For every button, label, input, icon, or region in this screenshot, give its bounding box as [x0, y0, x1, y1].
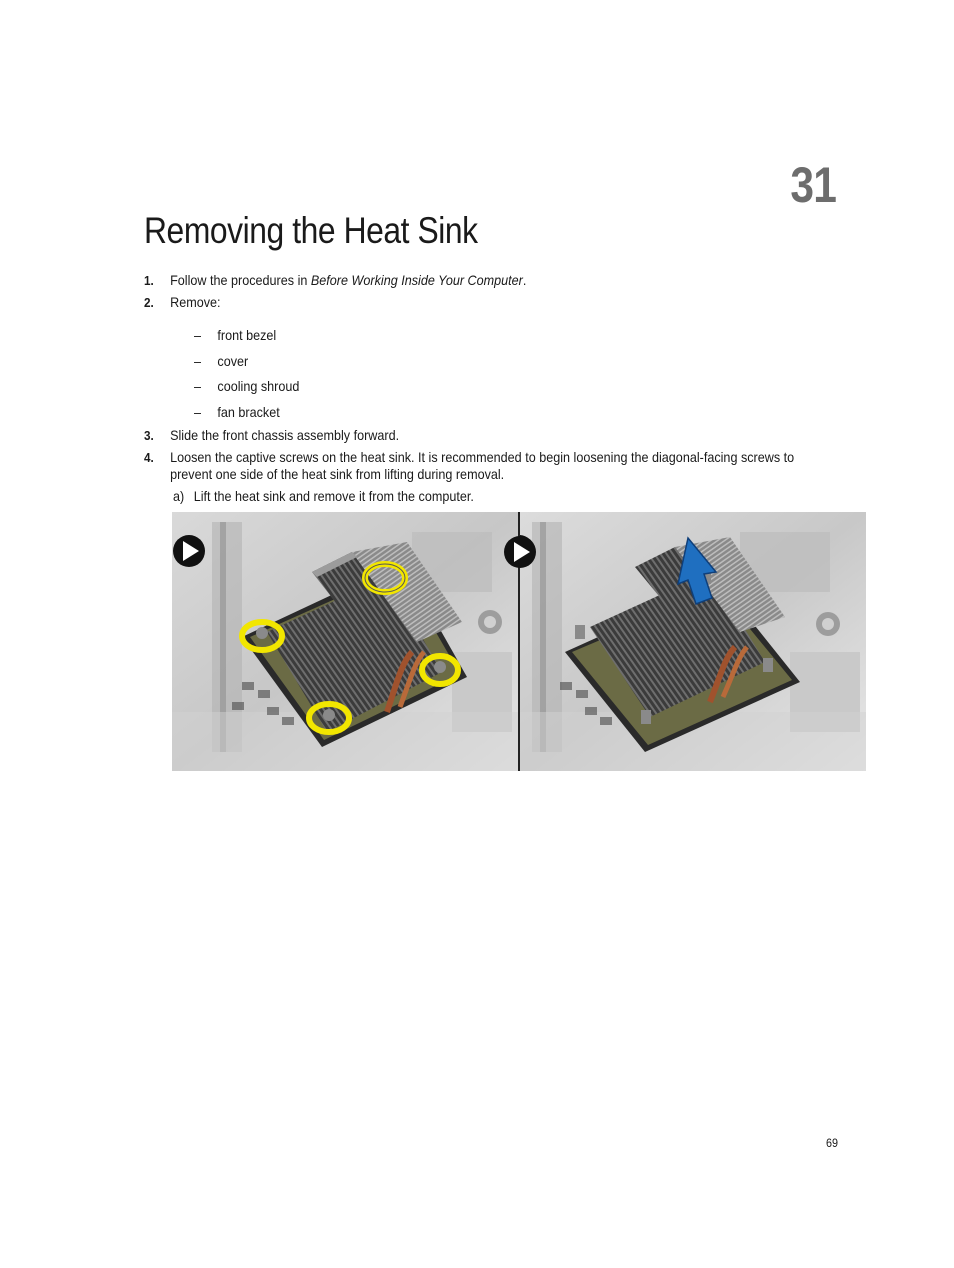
- step-number: 4.: [144, 450, 154, 465]
- step-text-plain: Follow the procedures in: [170, 272, 311, 288]
- list-item-text: fan bracket: [217, 404, 280, 420]
- list-dash: –: [194, 404, 202, 420]
- figure-panel-lift-heat-sink: [520, 512, 866, 771]
- step-text: Remove:: [170, 294, 221, 310]
- step-text: [170, 272, 526, 289]
- page-number: 69: [826, 1136, 839, 1150]
- list-item-text: cover: [217, 353, 249, 369]
- step-number: 1.: [144, 273, 154, 288]
- substep-marker: a): [173, 488, 185, 504]
- step-text-end: .: [522, 272, 527, 288]
- step-number: 3.: [144, 428, 154, 443]
- step-text-line-1: Loosen the captive screws on the heat sink. It is recommended to begin loosening the diagonal-facing screws to: [170, 449, 795, 465]
- step-text: Slide the front chassis assembly forward.: [170, 427, 400, 443]
- list-dash: –: [194, 378, 202, 394]
- substep-text: Lift the heat sink and remove it from the computer.: [193, 488, 474, 504]
- heat-sink-illustration: [520, 512, 866, 771]
- step-number: 2.: [144, 295, 154, 310]
- list-dash: –: [194, 353, 202, 369]
- step-link-reference: Before Working Inside Your Computer: [310, 272, 523, 288]
- list-item-text: cooling shroud: [217, 378, 300, 394]
- heat-sink-removal-figure: [172, 512, 866, 771]
- play-arrow-icon: [173, 535, 205, 567]
- list-dash: –: [194, 327, 202, 343]
- chapter-number: 31: [790, 157, 836, 213]
- figure-panel-loosen-screws: [172, 512, 518, 771]
- step-text-line-2: prevent one side of the heat sink from lifting during removal.: [170, 466, 505, 482]
- heat-sink-illustration: [172, 512, 518, 771]
- page-title: Removing the Heat Sink: [144, 210, 478, 251]
- list-item-text: front bezel: [217, 327, 277, 343]
- play-arrow-icon: [502, 534, 538, 570]
